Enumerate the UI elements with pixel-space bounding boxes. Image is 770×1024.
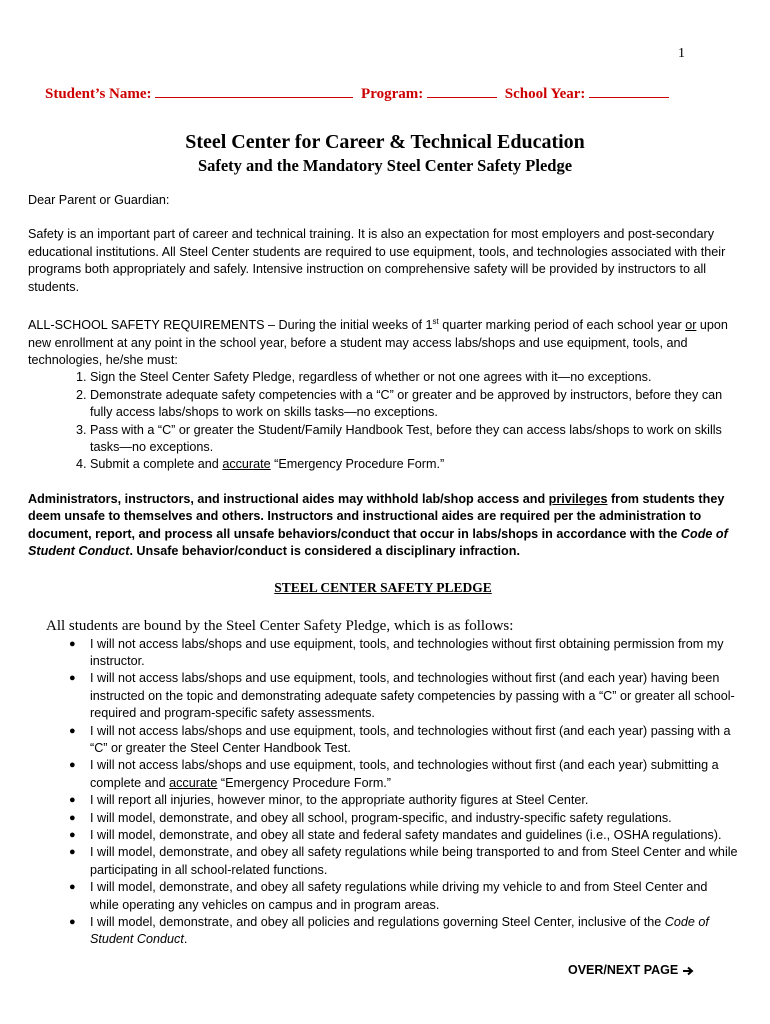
pledge-text: I will not access labs/shops and use equipment, tools, and technologies without first (and each year) having been instructed on the topic and demonstrating adequate safety competencies by passing with a “C” or greater all school-required and program-specific safety assessments.: [90, 671, 735, 721]
requirements-paragraph: [28, 313, 738, 369]
list-item: 2. Demonstrate adequate safety competencies with a “C” or greater and be approved by instructors, before they can fully access labs/shops to work on skills tasks—no exceptions.: [90, 387, 738, 422]
school-year-label: School Year:: [504, 86, 586, 102]
item4-text-b: “Emergency Procedure Form.”: [270, 457, 445, 472]
pledge-italic: Code of Student Conduct: [90, 915, 709, 947]
list-item: [69, 670, 738, 722]
item4-text-a: Submit a complete and: [90, 457, 223, 472]
list-item: [69, 757, 738, 792]
pledge-text: I will model, demonstrate, and obey all state and federal safety mandates and guidelines (i.e., OSHA regulations).: [90, 827, 722, 842]
right-arrow-icon: [682, 963, 694, 977]
document-body: [28, 192, 738, 949]
school-year-field[interactable]: [589, 83, 669, 98]
bullet-icon: ●: [69, 794, 76, 807]
requirements-lead-sup: st: [432, 317, 439, 327]
list-item: [69, 914, 738, 949]
pledge-text: I will model, demonstrate, and obey all safety regulations while driving my vehicle to and from Steel Center and while operating any vehicles on campus and in program areas.: [90, 880, 708, 912]
list-item: [90, 456, 738, 473]
pledge-heading: STEEL CENTER SAFETY PLEDGE: [274, 579, 492, 595]
page-number: 1: [678, 46, 685, 61]
student-name-label: Student’s Name:: [45, 86, 152, 102]
program-field[interactable]: [427, 83, 497, 98]
pledge-text-b: “Emergency Procedure Form.”: [217, 775, 392, 790]
requirements-lead-or: or: [685, 318, 697, 333]
list-item: [69, 844, 738, 879]
requirements-list: [28, 369, 738, 473]
next-page-label: OVER/NEXT PAGE: [568, 963, 679, 977]
warning-underlined: privileges: [548, 491, 608, 506]
greeting: Dear Parent or Guardian:: [28, 193, 170, 207]
pledge-text: I will model, demonstrate, and obey all safety regulations while being transported to and from Steel Center and while participating in all school-related functions.: [90, 845, 738, 877]
list-item: [69, 810, 738, 827]
bullet-icon: ●: [69, 811, 76, 824]
bullet-icon: ●: [69, 672, 76, 685]
pledge-text-b: .: [183, 932, 188, 947]
warning-italic: Code of Student Conduct: [28, 526, 728, 559]
document-title: Steel Center for Career & Technical Education: [185, 131, 585, 153]
pledge-text: I will model, demonstrate, and obey all school, program-specific, and industry-specific safety regulations.: [90, 810, 672, 825]
bullet-icon: ●: [69, 724, 76, 737]
warning-paragraph: [28, 491, 738, 561]
pledge-list: [28, 636, 738, 949]
student-info-header: [45, 83, 705, 103]
list-item: [69, 827, 738, 844]
list-item: 3. Pass with a “C” or greater the Student/Family Handbook Test, before they can access labs/shops to work on skills tasks—no exceptions.: [90, 422, 738, 457]
list-item: [69, 636, 738, 671]
bullet-icon: ●: [69, 916, 76, 928]
bullet-icon: ●: [69, 846, 76, 859]
bullet-icon: ●: [69, 881, 76, 894]
student-name-field[interactable]: [155, 83, 353, 98]
bullet-icon: ●: [69, 759, 76, 772]
list-item: [69, 792, 738, 809]
pledge-underlined: accurate: [169, 775, 218, 790]
list-item: [69, 879, 738, 914]
pledge-text: I will report all injuries, however minor, to the appropriate authority figures at Steel Center.: [90, 793, 589, 808]
requirements-lead-a: ALL-SCHOOL SAFETY REQUIREMENTS – During the initial weeks of 1: [28, 318, 433, 333]
item4-underlined: accurate: [222, 457, 271, 472]
warning-text-c: . Unsafe behavior/conduct is considered a disciplinary infraction.: [129, 544, 520, 559]
document-subtitle: Safety and the Mandatory Steel Center Safety Pledge: [197, 156, 573, 175]
pledge-intro: All students are bound by the Steel Center Safety Pledge, which is as follows:: [46, 617, 514, 634]
next-page-link: [568, 963, 694, 977]
warning-text-a: Administrators, instructors, and instructional aides may withhold lab/shop access and: [28, 491, 549, 506]
pledge-text: I will not access labs/shops and use equipment, tools, and technologies without first obtaining permission from my instructor.: [90, 636, 724, 668]
bullet-icon: ●: [69, 637, 76, 650]
warning-text-b: from students they deem unsafe to themselves and others. Instructors and instructional aides are required per the administration to document, report, and process all unsafe behaviors/conduct that occur in labs/shops in accordance with the: [28, 491, 725, 541]
requirements-lead-b: quarter marking period of each school year: [438, 318, 686, 333]
bullet-icon: ●: [69, 828, 76, 841]
pledge-text-a: I will model, demonstrate, and obey all policies and regulations governing Steel Center, inclusive of the: [90, 915, 665, 929]
pledge-text-a: I will not access labs/shops and use equipment, tools, and technologies without first (and each year) submitting a complete and: [90, 758, 719, 790]
pledge-text: I will not access labs/shops and use equipment, tools, and technologies without first (and each year) passing with a “C” or greater the Steel Center Handbook Test.: [90, 723, 731, 755]
intro-paragraph: Safety is an important part of career and technical training. It is also an expectation for most employers and post-secondary educational institutions. All Steel Center students are required to use equipment, tools, and technologies associated with their programs both appropriately and safely. Intensive instruction on comprehensive safety will be provided by instructors to all students.: [28, 227, 726, 294]
requirements-lead-c: upon new enrollment at any point in the school year, before a student may access labs/shops and use equipment, tools, and technologies, he/she must:: [28, 318, 728, 368]
list-item: 1. Sign the Steel Center Safety Pledge, regardless of whether or not one agrees with it—no exceptions.: [90, 369, 738, 386]
program-label: Program:: [361, 86, 424, 102]
list-item: [69, 723, 738, 758]
